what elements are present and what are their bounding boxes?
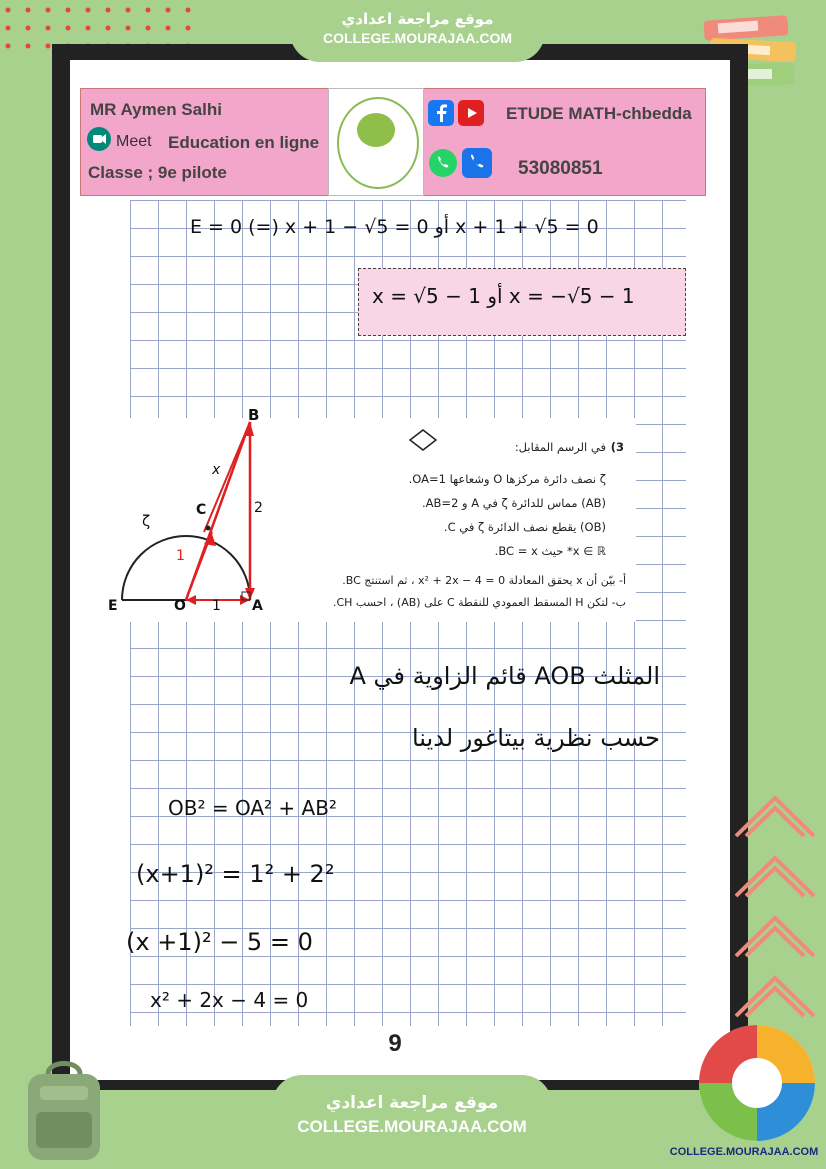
school-logo [328,88,424,196]
exercise-bullet-3: (OB) يقطع نصف الدائرة ζ في C. [443,520,606,534]
label-one: 1 [212,598,221,614]
label-two: 2 [254,500,263,516]
chevron-decoration-icon [732,790,818,1040]
whatsapp-icon[interactable] [428,148,458,178]
label-b: B [248,406,260,424]
label-a: A [252,598,263,614]
logo-tree-icon [357,113,395,147]
facebook-icon[interactable] [428,100,454,126]
equation-4: x² + 2x − 4 = 0 [150,988,309,1012]
equation-2: (x+1)² = 1² + 2² [136,860,335,888]
exercise-bullet-4: x ∈ ℝ* حيث BC = x. [494,544,606,558]
meet-label: Meet [116,133,152,150]
bottom-site-banner [272,1075,552,1169]
diamond-icon [408,428,438,452]
teacher-name: MR Aymen Salhi [90,100,222,119]
class-label: Classe ; 9e pilote [88,163,227,182]
label-x: x [212,462,221,478]
exercise-question-2: ب- لتكن H المسقط العمودي للنقطة C على (AB) ، احسب CH. [332,596,626,609]
label-e: E [108,598,118,614]
arabic-line-2: حسب نظرية بيتاغور لدينا [411,724,660,752]
site-url-bottom[interactable]: COLLEGE.MOURAJAA.COM [297,1117,527,1136]
exercise-question-1: أ- بيّن أن x يحقق المعادلة x² + 2x − 4 = 0 ، ثم استنتج BC. [342,574,626,587]
top-site-banner [290,0,545,62]
site-url[interactable]: COLLEGE.MOURAJAA.COM [323,30,512,46]
site-name-ar: موقع مراجعة اعدادي [341,10,494,28]
equation-line-1: E = 0 (=) x + 1 − √5 = 0 أو x + 1 + √5 = 0 [190,216,599,238]
equation-3: (x +1)² − 5 = 0 [126,928,313,956]
site-name-ar-bottom: موقع مراجعة اعدادي [325,1093,499,1113]
label-c: C [196,502,207,518]
education-label: Education en ligne [168,133,320,152]
meet-icon [86,126,112,152]
arabic-line-1: المثلث AOB قائم الزاوية في A [349,662,660,690]
label-o: O [174,598,186,614]
backpack-icon [14,1058,114,1164]
logo-label: COLLEGE.MOURAJAA.COM [669,1146,819,1158]
exercise-intro: في الرسم المقابل: [514,440,606,454]
label-zeta: ζ [142,512,151,530]
equation-pythagoras: OB² = OA² + AB² [168,796,337,820]
page-number: 9 [388,1030,402,1057]
etude-label: ETUDE MATH-chbedda [506,104,692,123]
solution-text: x = √5 − 1 أو x = −√5 − 1 [372,284,635,308]
youtube-icon[interactable] [458,100,484,126]
label-radius: 1 [176,548,185,564]
exercise-bullet-2: (AB) مماس للدائرة ζ في A و AB=2. [422,496,606,510]
exercise-bullet-1: ζ نصف دائرة مركزها O وشعاعها OA=1. [408,472,606,486]
college-mourajaa-logo[interactable] [696,1022,818,1144]
exercise-number: 3) [610,440,624,454]
phone-icon[interactable] [462,148,492,178]
phone-number: 53080851 [518,158,603,179]
